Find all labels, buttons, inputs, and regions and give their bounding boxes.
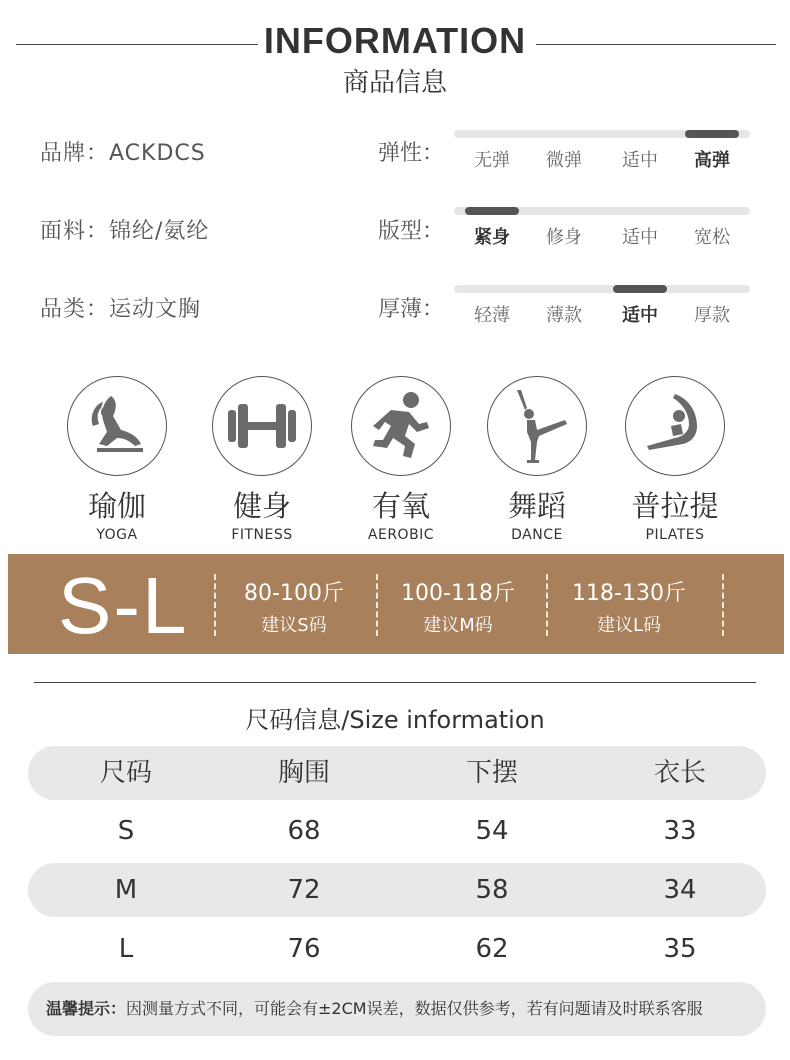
scale-option: 微弹 bbox=[546, 150, 582, 171]
size-banner bbox=[8, 554, 784, 654]
size-suggestion: 建议M码 bbox=[423, 615, 493, 636]
brand-info: 品牌：ACKDCS bbox=[40, 141, 206, 166]
size-cell: L bbox=[118, 934, 134, 964]
bust-cell: 68 bbox=[287, 816, 321, 846]
activity-yoga bbox=[47, 376, 187, 543]
column-header: 尺码 bbox=[99, 758, 152, 788]
thickness-label: 厚薄： bbox=[378, 297, 445, 322]
size-table-header bbox=[28, 746, 766, 800]
weight-range: 118-130斤 bbox=[572, 581, 686, 606]
pilates-icon bbox=[625, 376, 725, 476]
scale-option: 高弹 bbox=[694, 150, 730, 171]
size-suggestion: 建议S码 bbox=[261, 615, 327, 636]
scale-option: 修身 bbox=[546, 227, 582, 248]
weight-range: 100-118斤 bbox=[401, 581, 515, 606]
activity-dance bbox=[467, 376, 607, 543]
scale-option: 适中 bbox=[622, 227, 658, 248]
banner-cell-s bbox=[214, 576, 374, 637]
table-row bbox=[28, 804, 766, 858]
activity-name: 瑜伽 bbox=[87, 489, 146, 523]
size-suggestion: 建议L码 bbox=[596, 615, 662, 636]
bust-cell: 72 bbox=[287, 875, 321, 905]
size-cell: M bbox=[114, 875, 138, 905]
scale-option: 适中 bbox=[622, 150, 658, 171]
activity-name-en: PILATES bbox=[645, 527, 705, 543]
bust-cell: 76 bbox=[287, 934, 321, 964]
scale-option: 适中 bbox=[622, 305, 658, 326]
hem-cell: 54 bbox=[475, 816, 509, 846]
activity-fitness bbox=[192, 376, 332, 543]
activity-name-en: AEROBIC bbox=[367, 527, 435, 543]
scale-option: 薄款 bbox=[546, 305, 582, 326]
activity-aerobic bbox=[331, 376, 471, 543]
activity-name: 健身 bbox=[232, 489, 291, 523]
activity-name: 舞蹈 bbox=[507, 489, 566, 523]
weight-range: 80-100斤 bbox=[244, 581, 344, 606]
dancer-icon bbox=[487, 376, 587, 476]
scale-indicator bbox=[465, 207, 519, 215]
table-row bbox=[28, 922, 766, 976]
activity-pilates bbox=[605, 376, 745, 543]
scale-option: 紧身 bbox=[474, 227, 510, 248]
activity-name-en: FITNESS bbox=[231, 527, 293, 543]
hem-cell: 62 bbox=[475, 934, 509, 964]
thickness-scale bbox=[454, 285, 750, 345]
measurement-note bbox=[28, 982, 766, 1036]
length-cell: 35 bbox=[663, 934, 697, 964]
activity-name: 普拉提 bbox=[631, 489, 719, 523]
size-info-title: 尺码信息/Size information bbox=[245, 706, 545, 734]
activity-name-en: YOGA bbox=[96, 527, 138, 543]
category-info: 品类：运动文胸 bbox=[40, 297, 202, 322]
banner-cell-m bbox=[378, 576, 538, 637]
hem-cell: 58 bbox=[475, 875, 509, 905]
scale-indicator bbox=[685, 130, 739, 138]
banner-divider bbox=[546, 574, 548, 636]
column-header: 衣长 bbox=[653, 758, 706, 788]
note-label: 温馨提示： bbox=[46, 999, 127, 1018]
scale-option: 轻薄 bbox=[474, 305, 510, 326]
fit-label: 版型： bbox=[378, 219, 445, 244]
table-row bbox=[28, 863, 766, 917]
fabric-info: 面料：锦纶/氨纶 bbox=[40, 219, 210, 244]
scale-option: 无弹 bbox=[474, 150, 510, 171]
section-divider bbox=[34, 682, 756, 683]
elasticity-scale bbox=[454, 130, 750, 190]
size-cell: S bbox=[117, 816, 135, 846]
column-header: 下摆 bbox=[465, 758, 518, 788]
scale-track bbox=[454, 285, 750, 293]
note-text: 因测量方式不同，可能会有±2CM误差，数据仅供参考，若有问题请及时联系客服 bbox=[126, 999, 703, 1018]
length-cell: 34 bbox=[663, 875, 697, 905]
length-cell: 33 bbox=[663, 816, 697, 846]
column-header: 胸围 bbox=[277, 758, 330, 788]
scale-indicator bbox=[613, 285, 667, 293]
activity-name: 有氧 bbox=[371, 489, 430, 523]
dumbbell-icon bbox=[212, 376, 312, 476]
yoga-icon bbox=[67, 376, 167, 476]
fit-scale bbox=[454, 207, 750, 267]
size-range: S-L bbox=[58, 561, 189, 650]
runner-icon bbox=[351, 376, 451, 476]
banner-cell-l bbox=[549, 576, 709, 637]
scale-option: 宽松 bbox=[694, 227, 730, 248]
page-title: INFORMATION bbox=[263, 20, 527, 61]
activity-name-en: DANCE bbox=[511, 527, 563, 543]
scale-option: 厚款 bbox=[694, 305, 730, 326]
banner-divider bbox=[722, 574, 724, 636]
elasticity-label: 弹性： bbox=[378, 141, 445, 166]
page-subtitle: 商品信息 bbox=[342, 68, 447, 98]
